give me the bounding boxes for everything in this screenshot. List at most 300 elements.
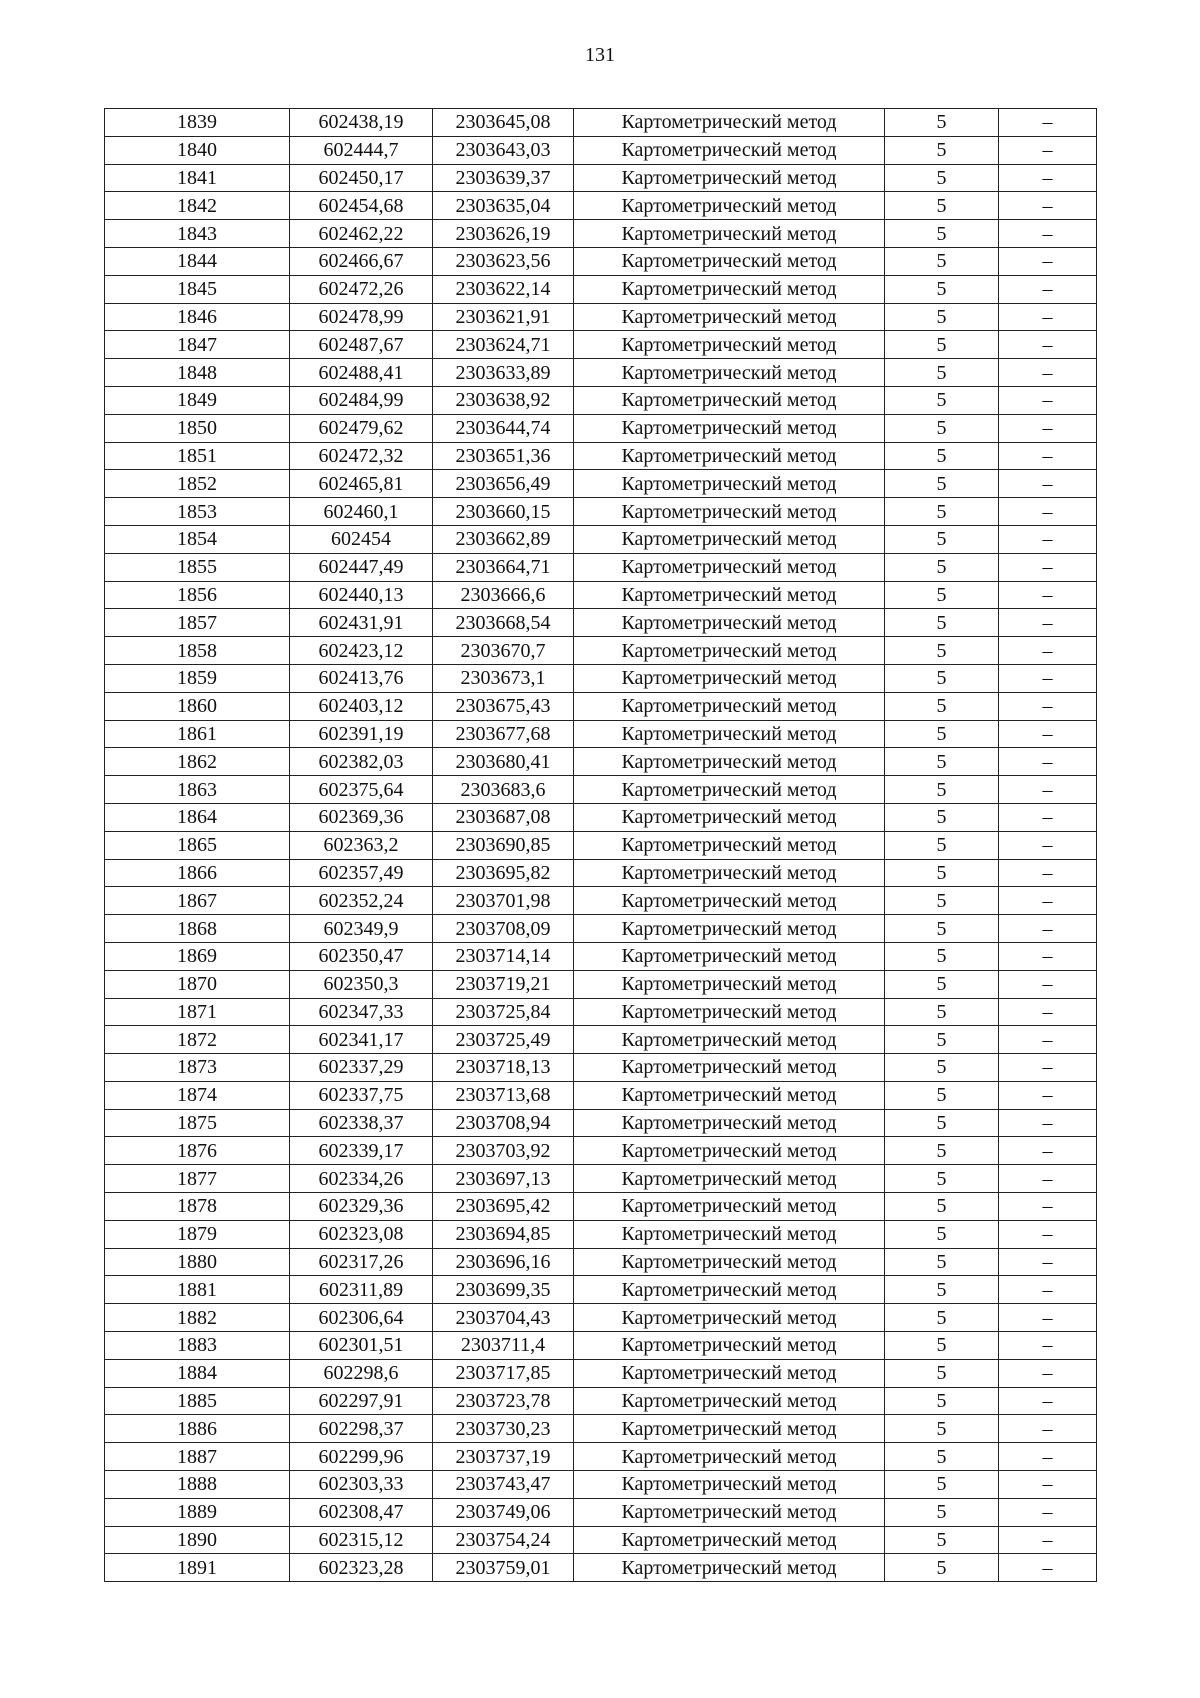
note-cell: – (999, 1304, 1097, 1332)
y-coordinate-cell: 2303662,89 (433, 525, 574, 553)
note-cell: – (999, 414, 1097, 442)
x-coordinate-cell: 602350,47 (290, 942, 433, 970)
point-number-cell: 1848 (105, 359, 290, 387)
note-cell: – (999, 136, 1097, 164)
table-row (105, 803, 1097, 831)
accuracy-cell: 5 (885, 859, 999, 887)
method-cell: Картометрический метод (574, 1054, 885, 1082)
table-row (105, 720, 1097, 748)
note-cell: – (999, 748, 1097, 776)
accuracy-cell: 5 (885, 1109, 999, 1137)
note-cell: – (999, 1387, 1097, 1415)
note-cell: – (999, 553, 1097, 581)
table-row (105, 664, 1097, 692)
y-coordinate-cell: 2303714,14 (433, 942, 574, 970)
x-coordinate-cell: 602301,51 (290, 1332, 433, 1360)
x-coordinate-cell: 602438,19 (290, 109, 433, 137)
method-cell: Картометрический метод (574, 637, 885, 665)
x-coordinate-cell: 602297,91 (290, 1387, 433, 1415)
method-cell: Картометрический метод (574, 998, 885, 1026)
method-cell: Картометрический метод (574, 915, 885, 943)
accuracy-cell: 5 (885, 720, 999, 748)
accuracy-cell: 5 (885, 998, 999, 1026)
x-coordinate-cell: 602375,64 (290, 776, 433, 804)
x-coordinate-cell: 602349,9 (290, 915, 433, 943)
accuracy-cell: 5 (885, 664, 999, 692)
note-cell: – (999, 1526, 1097, 1554)
method-cell: Картометрический метод (574, 748, 885, 776)
point-number-cell: 1862 (105, 748, 290, 776)
y-coordinate-cell: 2303635,04 (433, 192, 574, 220)
x-coordinate-cell: 602337,29 (290, 1054, 433, 1082)
accuracy-cell: 5 (885, 498, 999, 526)
point-number-cell: 1875 (105, 1109, 290, 1137)
point-number-cell: 1845 (105, 275, 290, 303)
table-row (105, 1165, 1097, 1193)
table-row (105, 1359, 1097, 1387)
table-body (105, 109, 1097, 1582)
table-row (105, 164, 1097, 192)
x-coordinate-cell: 602447,49 (290, 553, 433, 581)
accuracy-cell: 5 (885, 915, 999, 943)
method-cell: Картометрический метод (574, 1415, 885, 1443)
x-coordinate-cell: 602462,22 (290, 220, 433, 248)
x-coordinate-cell: 602391,19 (290, 720, 433, 748)
x-coordinate-cell: 602299,96 (290, 1443, 433, 1471)
y-coordinate-cell: 2303638,92 (433, 386, 574, 414)
accuracy-cell: 5 (885, 692, 999, 720)
table-row (105, 220, 1097, 248)
table-row (105, 442, 1097, 470)
accuracy-cell: 5 (885, 1443, 999, 1471)
table-row (105, 386, 1097, 414)
accuracy-cell: 5 (885, 192, 999, 220)
table-row (105, 859, 1097, 887)
x-coordinate-cell: 602454,68 (290, 192, 433, 220)
note-cell: – (999, 1026, 1097, 1054)
x-coordinate-cell: 602306,64 (290, 1304, 433, 1332)
point-number-cell: 1855 (105, 553, 290, 581)
method-cell: Картометрический метод (574, 1554, 885, 1582)
method-cell: Картометрический метод (574, 887, 885, 915)
accuracy-cell: 5 (885, 1332, 999, 1360)
accuracy-cell: 5 (885, 831, 999, 859)
accuracy-cell: 5 (885, 1054, 999, 1082)
y-coordinate-cell: 2303701,98 (433, 887, 574, 915)
accuracy-cell: 5 (885, 803, 999, 831)
point-number-cell: 1840 (105, 136, 290, 164)
note-cell: – (999, 1193, 1097, 1221)
coordinates-table (104, 108, 1097, 1582)
point-number-cell: 1864 (105, 803, 290, 831)
accuracy-cell: 5 (885, 525, 999, 553)
point-number-cell: 1883 (105, 1332, 290, 1360)
method-cell: Картометрический метод (574, 1387, 885, 1415)
point-number-cell: 1857 (105, 609, 290, 637)
method-cell: Картометрический метод (574, 136, 885, 164)
y-coordinate-cell: 2303639,37 (433, 164, 574, 192)
table-row (105, 1137, 1097, 1165)
y-coordinate-cell: 2303737,19 (433, 1443, 574, 1471)
method-cell: Картометрический метод (574, 1026, 885, 1054)
note-cell: – (999, 803, 1097, 831)
y-coordinate-cell: 2303703,92 (433, 1137, 574, 1165)
note-cell: – (999, 970, 1097, 998)
note-cell: – (999, 1415, 1097, 1443)
point-number-cell: 1849 (105, 386, 290, 414)
method-cell: Картометрический метод (574, 247, 885, 275)
method-cell: Картометрический метод (574, 1359, 885, 1387)
x-coordinate-cell: 602347,33 (290, 998, 433, 1026)
y-coordinate-cell: 2303725,49 (433, 1026, 574, 1054)
y-coordinate-cell: 2303717,85 (433, 1359, 574, 1387)
accuracy-cell: 5 (885, 136, 999, 164)
x-coordinate-cell: 602317,26 (290, 1248, 433, 1276)
note-cell: – (999, 164, 1097, 192)
method-cell: Картометрический метод (574, 525, 885, 553)
note-cell: – (999, 386, 1097, 414)
accuracy-cell: 5 (885, 303, 999, 331)
accuracy-cell: 5 (885, 1498, 999, 1526)
point-number-cell: 1846 (105, 303, 290, 331)
point-number-cell: 1866 (105, 859, 290, 887)
y-coordinate-cell: 2303697,13 (433, 1165, 574, 1193)
point-number-cell: 1871 (105, 998, 290, 1026)
table-row (105, 915, 1097, 943)
point-number-cell: 1842 (105, 192, 290, 220)
note-cell: – (999, 581, 1097, 609)
method-cell: Картометрический метод (574, 942, 885, 970)
point-number-cell: 1841 (105, 164, 290, 192)
note-cell: – (999, 915, 1097, 943)
x-coordinate-cell: 602472,26 (290, 275, 433, 303)
point-number-cell: 1881 (105, 1276, 290, 1304)
accuracy-cell: 5 (885, 1359, 999, 1387)
note-cell: – (999, 942, 1097, 970)
point-number-cell: 1839 (105, 109, 290, 137)
note-cell: – (999, 359, 1097, 387)
point-number-cell: 1885 (105, 1387, 290, 1415)
y-coordinate-cell: 2303694,85 (433, 1220, 574, 1248)
accuracy-cell: 5 (885, 164, 999, 192)
table-row (105, 970, 1097, 998)
table-row (105, 192, 1097, 220)
method-cell: Картометрический метод (574, 1332, 885, 1360)
method-cell: Картометрический метод (574, 692, 885, 720)
y-coordinate-cell: 2303749,06 (433, 1498, 574, 1526)
note-cell: – (999, 109, 1097, 137)
y-coordinate-cell: 2303713,68 (433, 1081, 574, 1109)
point-number-cell: 1884 (105, 1359, 290, 1387)
x-coordinate-cell: 602357,49 (290, 859, 433, 887)
table-row (105, 748, 1097, 776)
note-cell: – (999, 220, 1097, 248)
method-cell: Картометрический метод (574, 1109, 885, 1137)
y-coordinate-cell: 2303704,43 (433, 1304, 574, 1332)
y-coordinate-cell: 2303690,85 (433, 831, 574, 859)
x-coordinate-cell: 602329,36 (290, 1193, 433, 1221)
x-coordinate-cell: 602460,1 (290, 498, 433, 526)
method-cell: Картометрический метод (574, 970, 885, 998)
method-cell: Картометрический метод (574, 192, 885, 220)
point-number-cell: 1870 (105, 970, 290, 998)
y-coordinate-cell: 2303656,49 (433, 470, 574, 498)
y-coordinate-cell: 2303723,78 (433, 1387, 574, 1415)
note-cell: – (999, 1498, 1097, 1526)
y-coordinate-cell: 2303708,94 (433, 1109, 574, 1137)
point-number-cell: 1852 (105, 470, 290, 498)
y-coordinate-cell: 2303623,56 (433, 247, 574, 275)
y-coordinate-cell: 2303651,36 (433, 442, 574, 470)
note-cell: – (999, 192, 1097, 220)
x-coordinate-cell: 602315,12 (290, 1526, 433, 1554)
accuracy-cell: 5 (885, 1248, 999, 1276)
y-coordinate-cell: 2303673,1 (433, 664, 574, 692)
note-cell: – (999, 275, 1097, 303)
table-row (105, 1526, 1097, 1554)
y-coordinate-cell: 2303621,91 (433, 303, 574, 331)
method-cell: Картометрический метод (574, 1248, 885, 1276)
note-cell: – (999, 470, 1097, 498)
note-cell: – (999, 1165, 1097, 1193)
accuracy-cell: 5 (885, 581, 999, 609)
note-cell: – (999, 525, 1097, 553)
note-cell: – (999, 1220, 1097, 1248)
y-coordinate-cell: 2303730,23 (433, 1415, 574, 1443)
note-cell: – (999, 664, 1097, 692)
table-row (105, 470, 1097, 498)
point-number-cell: 1889 (105, 1498, 290, 1526)
y-coordinate-cell: 2303695,42 (433, 1193, 574, 1221)
y-coordinate-cell: 2303687,08 (433, 803, 574, 831)
y-coordinate-cell: 2303633,89 (433, 359, 574, 387)
x-coordinate-cell: 602440,13 (290, 581, 433, 609)
accuracy-cell: 5 (885, 109, 999, 137)
table-row (105, 525, 1097, 553)
accuracy-cell: 5 (885, 1081, 999, 1109)
point-number-cell: 1882 (105, 1304, 290, 1332)
point-number-cell: 1877 (105, 1165, 290, 1193)
accuracy-cell: 5 (885, 331, 999, 359)
table-row (105, 1054, 1097, 1082)
accuracy-cell: 5 (885, 1415, 999, 1443)
method-cell: Картометрический метод (574, 275, 885, 303)
point-number-cell: 1867 (105, 887, 290, 915)
note-cell: – (999, 1109, 1097, 1137)
accuracy-cell: 5 (885, 1387, 999, 1415)
table-row (105, 1109, 1097, 1137)
method-cell: Картометрический метод (574, 498, 885, 526)
accuracy-cell: 5 (885, 359, 999, 387)
note-cell: – (999, 998, 1097, 1026)
table-row (105, 1387, 1097, 1415)
y-coordinate-cell: 2303677,68 (433, 720, 574, 748)
note-cell: – (999, 331, 1097, 359)
point-number-cell: 1847 (105, 331, 290, 359)
accuracy-cell: 5 (885, 609, 999, 637)
table-row (105, 942, 1097, 970)
y-coordinate-cell: 2303643,03 (433, 136, 574, 164)
method-cell: Картометрический метод (574, 1137, 885, 1165)
y-coordinate-cell: 2303683,6 (433, 776, 574, 804)
y-coordinate-cell: 2303754,24 (433, 1526, 574, 1554)
table-row (105, 1443, 1097, 1471)
point-number-cell: 1854 (105, 525, 290, 553)
table-row (105, 1471, 1097, 1499)
y-coordinate-cell: 2303675,43 (433, 692, 574, 720)
note-cell: – (999, 692, 1097, 720)
method-cell: Картометрический метод (574, 609, 885, 637)
note-cell: – (999, 442, 1097, 470)
x-coordinate-cell: 602308,47 (290, 1498, 433, 1526)
y-coordinate-cell: 2303680,41 (433, 748, 574, 776)
y-coordinate-cell: 2303719,21 (433, 970, 574, 998)
method-cell: Картометрический метод (574, 1498, 885, 1526)
method-cell: Картометрический метод (574, 442, 885, 470)
y-coordinate-cell: 2303696,16 (433, 1248, 574, 1276)
point-number-cell: 1886 (105, 1415, 290, 1443)
note-cell: – (999, 303, 1097, 331)
accuracy-cell: 5 (885, 1471, 999, 1499)
note-cell: – (999, 831, 1097, 859)
method-cell: Картометрический метод (574, 109, 885, 137)
x-coordinate-cell: 602423,12 (290, 637, 433, 665)
point-number-cell: 1887 (105, 1443, 290, 1471)
x-coordinate-cell: 602338,37 (290, 1109, 433, 1137)
x-coordinate-cell: 602323,08 (290, 1220, 433, 1248)
note-cell: – (999, 1081, 1097, 1109)
point-number-cell: 1878 (105, 1193, 290, 1221)
accuracy-cell: 5 (885, 1276, 999, 1304)
method-cell: Картометрический метод (574, 664, 885, 692)
accuracy-cell: 5 (885, 247, 999, 275)
point-number-cell: 1876 (105, 1137, 290, 1165)
point-number-cell: 1858 (105, 637, 290, 665)
note-cell: – (999, 498, 1097, 526)
method-cell: Картометрический метод (574, 803, 885, 831)
y-coordinate-cell: 2303645,08 (433, 109, 574, 137)
point-number-cell: 1880 (105, 1248, 290, 1276)
accuracy-cell: 5 (885, 553, 999, 581)
point-number-cell: 1843 (105, 220, 290, 248)
y-coordinate-cell: 2303666,6 (433, 581, 574, 609)
note-cell: – (999, 1554, 1097, 1582)
method-cell: Картометрический метод (574, 414, 885, 442)
method-cell: Картометрический метод (574, 386, 885, 414)
y-coordinate-cell: 2303718,13 (433, 1054, 574, 1082)
accuracy-cell: 5 (885, 414, 999, 442)
accuracy-cell: 5 (885, 887, 999, 915)
y-coordinate-cell: 2303725,84 (433, 998, 574, 1026)
note-cell: – (999, 1359, 1097, 1387)
method-cell: Картометрический метод (574, 1443, 885, 1471)
method-cell: Картометрический метод (574, 1081, 885, 1109)
method-cell: Картометрический метод (574, 331, 885, 359)
point-number-cell: 1865 (105, 831, 290, 859)
x-coordinate-cell: 602479,62 (290, 414, 433, 442)
y-coordinate-cell: 2303626,19 (433, 220, 574, 248)
x-coordinate-cell: 602350,3 (290, 970, 433, 998)
table-row (105, 692, 1097, 720)
note-cell: – (999, 1248, 1097, 1276)
page-number: 131 (585, 44, 615, 66)
table-row (105, 109, 1097, 137)
x-coordinate-cell: 602478,99 (290, 303, 433, 331)
x-coordinate-cell: 602369,36 (290, 803, 433, 831)
method-cell: Картометрический метод (574, 470, 885, 498)
x-coordinate-cell: 602487,67 (290, 331, 433, 359)
table-row (105, 998, 1097, 1026)
note-cell: – (999, 887, 1097, 915)
method-cell: Картометрический метод (574, 1220, 885, 1248)
note-cell: – (999, 1054, 1097, 1082)
point-number-cell: 1859 (105, 664, 290, 692)
table-row (105, 414, 1097, 442)
note-cell: – (999, 1471, 1097, 1499)
accuracy-cell: 5 (885, 220, 999, 248)
point-number-cell: 1853 (105, 498, 290, 526)
x-coordinate-cell: 602450,17 (290, 164, 433, 192)
accuracy-cell: 5 (885, 442, 999, 470)
method-cell: Картометрический метод (574, 220, 885, 248)
y-coordinate-cell: 2303708,09 (433, 915, 574, 943)
accuracy-cell: 5 (885, 470, 999, 498)
y-coordinate-cell: 2303699,35 (433, 1276, 574, 1304)
x-coordinate-cell: 602488,41 (290, 359, 433, 387)
point-number-cell: 1851 (105, 442, 290, 470)
x-coordinate-cell: 602465,81 (290, 470, 433, 498)
method-cell: Картометрический метод (574, 1193, 885, 1221)
table-row (105, 1220, 1097, 1248)
y-coordinate-cell: 2303622,14 (433, 275, 574, 303)
table-row (105, 1248, 1097, 1276)
accuracy-cell: 5 (885, 1526, 999, 1554)
table-row (105, 1554, 1097, 1582)
method-cell: Картометрический метод (574, 720, 885, 748)
method-cell: Картометрический метод (574, 1304, 885, 1332)
table-row (105, 1304, 1097, 1332)
table-row (105, 247, 1097, 275)
table-row (105, 1026, 1097, 1054)
x-coordinate-cell: 602341,17 (290, 1026, 433, 1054)
accuracy-cell: 5 (885, 1137, 999, 1165)
point-number-cell: 1890 (105, 1526, 290, 1554)
method-cell: Картометрический метод (574, 164, 885, 192)
method-cell: Картометрический метод (574, 1526, 885, 1554)
table-row (105, 553, 1097, 581)
point-number-cell: 1888 (105, 1471, 290, 1499)
accuracy-cell: 5 (885, 970, 999, 998)
x-coordinate-cell: 602472,32 (290, 442, 433, 470)
point-number-cell: 1869 (105, 942, 290, 970)
table-row (105, 1193, 1097, 1221)
point-number-cell: 1850 (105, 414, 290, 442)
method-cell: Картометрический метод (574, 1276, 885, 1304)
method-cell: Картометрический метод (574, 1471, 885, 1499)
note-cell: – (999, 247, 1097, 275)
note-cell: – (999, 1443, 1097, 1471)
point-number-cell: 1868 (105, 915, 290, 943)
x-coordinate-cell: 602444,7 (290, 136, 433, 164)
x-coordinate-cell: 602323,28 (290, 1554, 433, 1582)
x-coordinate-cell: 602311,89 (290, 1276, 433, 1304)
table-row (105, 831, 1097, 859)
point-number-cell: 1874 (105, 1081, 290, 1109)
point-number-cell: 1860 (105, 692, 290, 720)
table-row (105, 609, 1097, 637)
table-row (105, 498, 1097, 526)
table-row (105, 776, 1097, 804)
